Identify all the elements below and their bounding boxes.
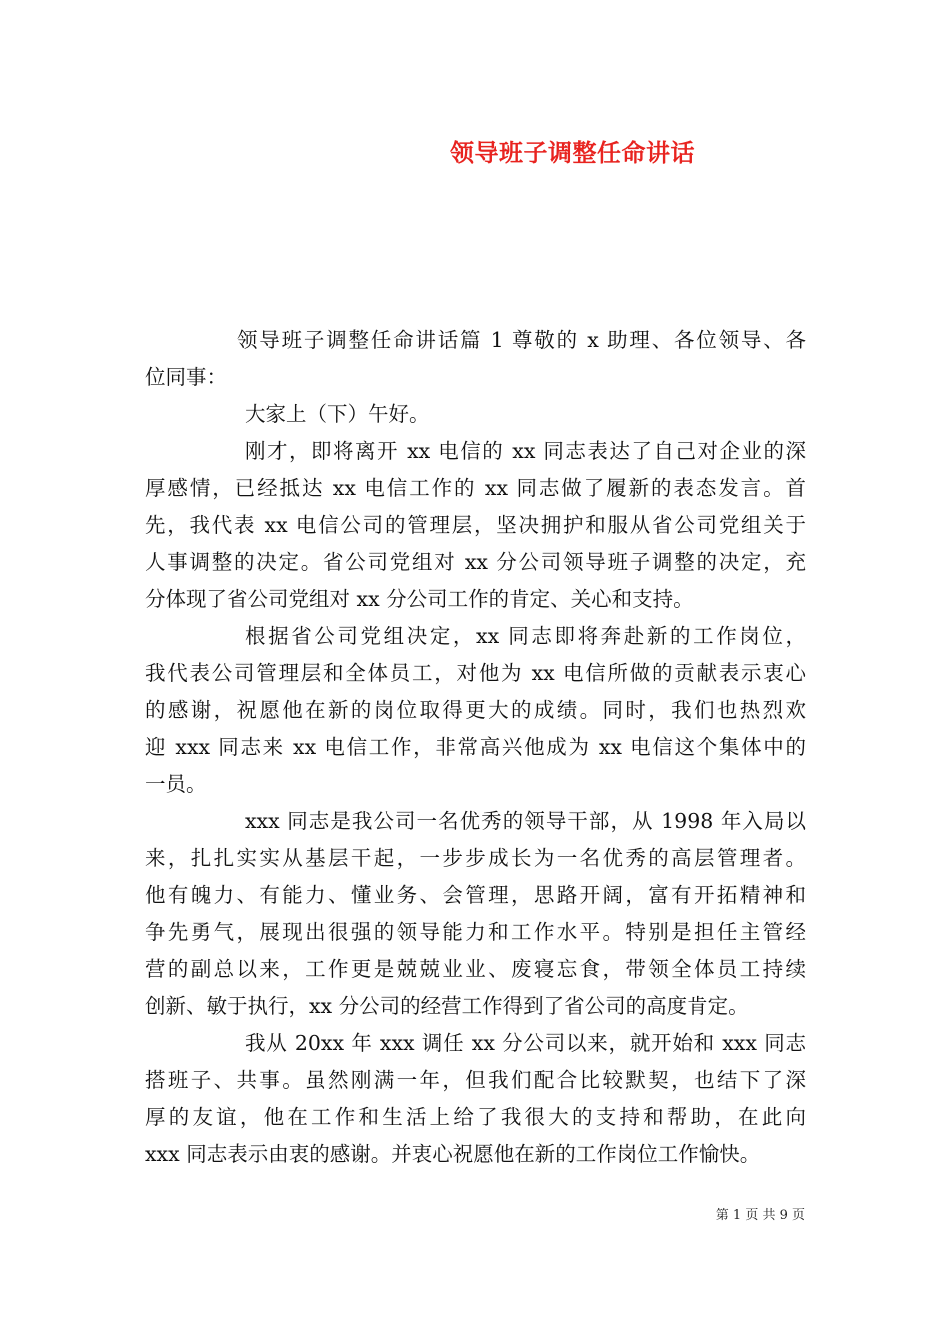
text-line: 争先勇气，展现出很强的领导能力和工作水平。特别是担任主管经 bbox=[145, 920, 806, 944]
text-line: 厚的友谊，他在工作和生活上给了我很大的支持和帮助，在此向 bbox=[145, 1105, 806, 1129]
text-line: 我代表公司管理层和全体员工，对他为 xx 电信所做的贡献表示衷心 bbox=[145, 661, 806, 685]
text-line: 大家上（下）午好。 bbox=[245, 402, 430, 426]
text-line: 领导班子调整任命讲话篇 1 尊敬的 x 助理、各位领导、各 bbox=[237, 328, 806, 352]
text-line: 人事调整的决定。省公司党组对 xx 分公司领导班子调整的决定，充 bbox=[145, 550, 806, 574]
text-line: 我从 20xx 年 xxx 调任 xx 分公司以来，就开始和 xxx 同志 bbox=[245, 1031, 806, 1055]
paragraph bbox=[145, 803, 806, 1025]
paragraph bbox=[145, 618, 806, 803]
text-line: xxx 同志是我公司一名优秀的领导干部，从 1998 年入局以 bbox=[245, 809, 806, 833]
page-number: 第 1 页 共 9 页 bbox=[715, 1208, 805, 1223]
paragraph bbox=[145, 1025, 806, 1173]
text-line: 创新、敏于执行，xx 分公司的经营工作得到了省公司的高度肯定。 bbox=[145, 994, 749, 1018]
text-line: 的感谢，祝愿他在新的岗位取得更大的成绩。同时，我们也热烈欢 bbox=[145, 698, 806, 722]
text-line: 一员。 bbox=[145, 772, 207, 796]
text-line: 搭班子、共事。虽然刚满一年，但我们配合比较默契，也结下了深 bbox=[145, 1068, 806, 1092]
text-line: xxx 同志表示由衷的感谢。并衷心祝愿他在新的工作岗位工作愉快。 bbox=[145, 1142, 761, 1166]
text-line: 位同事： bbox=[145, 365, 227, 389]
paragraph bbox=[145, 322, 806, 396]
text-line: 根据省公司党组决定，xx 同志即将奔赴新的工作岗位， bbox=[245, 624, 806, 648]
text-line: 厚感情，已经抵达 xx 电信工作的 xx 同志做了履新的表态发言。首 bbox=[145, 476, 806, 500]
text-line: 分体现了省公司党组对 xx 分公司工作的肯定、关心和支持。 bbox=[145, 587, 694, 611]
paragraph bbox=[145, 433, 806, 618]
text-line: 刚才，即将离开 xx 电信的 xx 同志表达了自己对企业的深 bbox=[245, 439, 806, 463]
text-line: 营的副总以来，工作更是兢兢业业、废寝忘食，带领全体员工持续 bbox=[145, 957, 806, 981]
text-line: 来，扎扎实实从基层干起，一步步成长为一名优秀的高层管理者。 bbox=[145, 846, 806, 870]
document-body bbox=[145, 322, 806, 1173]
paragraph bbox=[145, 396, 806, 433]
text-line: 他有魄力、有能力、懂业务、会管理，思路开阔，富有开拓精神和 bbox=[145, 883, 806, 907]
text-line: 先，我代表 xx 电信公司的管理层，坚决拥护和服从省公司党组关于 bbox=[145, 513, 806, 537]
document-title: 领导班子调整任命讲话 bbox=[450, 139, 695, 167]
text-line: 迎 xxx 同志来 xx 电信工作，非常高兴他成为 xx 电信这个集体中的 bbox=[145, 735, 806, 759]
